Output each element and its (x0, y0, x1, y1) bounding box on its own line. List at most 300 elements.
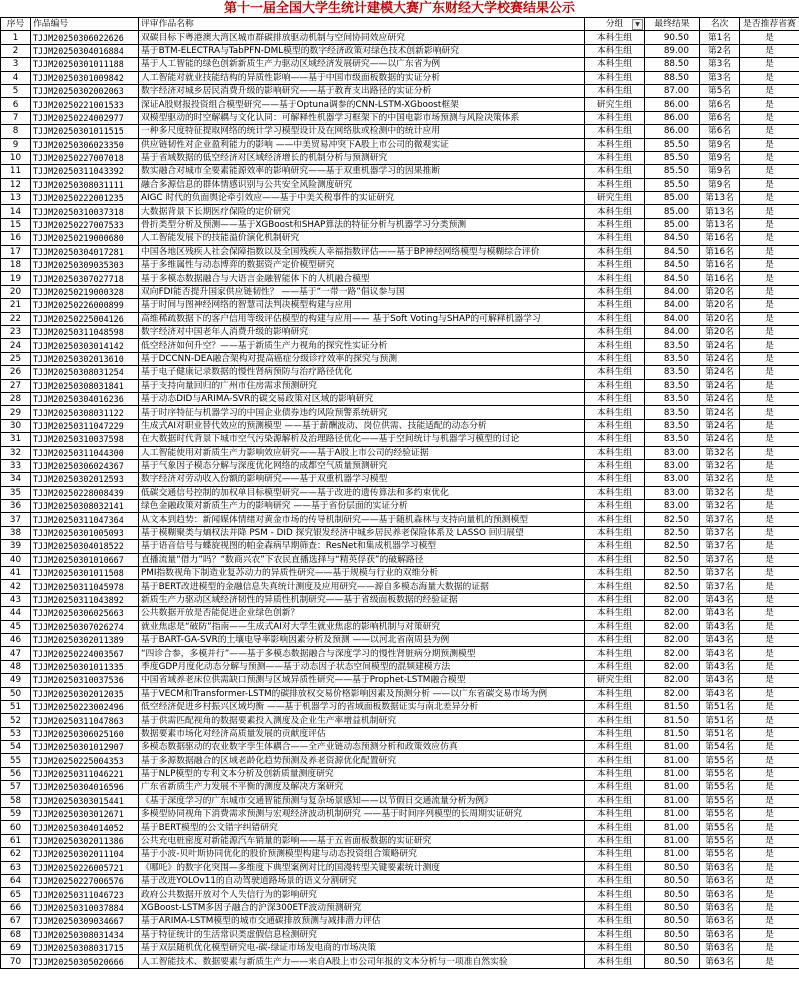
cell-group[interactable]: 本科生组 (585, 848, 645, 861)
cell-group[interactable]: 本科生组 (585, 808, 645, 821)
cell-seq[interactable]: 11 (1, 165, 31, 178)
cell-id[interactable]: TJJM20250307026274 (31, 620, 139, 633)
cell-id[interactable]: TJJM20250303012671 (31, 808, 139, 821)
cell-score[interactable]: 86.00 (645, 111, 700, 124)
table-row[interactable] (1, 767, 799, 780)
table-row[interactable] (1, 125, 799, 138)
table-row[interactable] (1, 366, 799, 379)
cell-id[interactable]: TJJM20250304017281 (31, 245, 139, 258)
cell-group[interactable]: 本科生组 (585, 245, 645, 258)
cell-seq[interactable]: 64 (1, 875, 31, 888)
cell-rank[interactable]: 第63名 (700, 915, 740, 928)
cell-title[interactable]: 基于电子健康记录数据的慢性肾病预防与治疗路径优化 (139, 366, 585, 379)
cell-recommend[interactable]: 是 (740, 741, 799, 754)
cell-rank[interactable]: 第63名 (700, 875, 740, 888)
cell-rank[interactable]: 第32名 (700, 446, 740, 459)
cell-group[interactable]: 本科生组 (585, 821, 645, 834)
cell-seq[interactable]: 46 (1, 633, 31, 646)
cell-recommend[interactable]: 是 (740, 151, 799, 164)
cell-recommend[interactable]: 是 (740, 821, 799, 834)
cell-id[interactable]: TJJM20250305020666 (31, 955, 139, 968)
cell-recommend[interactable]: 是 (740, 379, 799, 392)
cell-recommend[interactable]: 是 (740, 660, 799, 673)
cell-recommend[interactable]: 是 (740, 928, 799, 941)
cell-id[interactable]: TJJM20250306023350 (31, 138, 139, 151)
cell-recommend[interactable]: 是 (740, 700, 799, 713)
cell-seq[interactable]: 40 (1, 553, 31, 566)
cell-score[interactable]: 82.00 (645, 674, 700, 687)
table-row[interactable] (1, 620, 799, 633)
header-id[interactable]: 作品编号 (31, 18, 139, 31)
cell-id[interactable]: TJJM20250304016884 (31, 44, 139, 57)
cell-id[interactable]: TJJM20250301011335 (31, 660, 139, 673)
cell-id[interactable]: TJJM20250227007018 (31, 151, 139, 164)
cell-score[interactable]: 82.00 (645, 593, 700, 606)
cell-id[interactable]: TJJM20250308031434 (31, 928, 139, 941)
cell-score[interactable]: 83.50 (645, 392, 700, 405)
cell-id[interactable]: TJJM20250311045978 (31, 580, 139, 593)
table-row[interactable] (1, 459, 799, 472)
cell-score[interactable]: 81.00 (645, 767, 700, 780)
cell-group[interactable]: 本科生组 (585, 928, 645, 941)
cell-title[interactable]: 人工智能使用对新质生产力影响效应研究——基于A股上市公司的经验证据 (139, 446, 585, 459)
cell-recommend[interactable]: 是 (740, 941, 799, 954)
cell-title[interactable]: 供应链韧性对企业盈利能力的影响 ——中美贸易冲突下A股上市公司的微观实证 (139, 138, 585, 151)
cell-title[interactable]: 从文本到趋势：新闻媒体情绪对黄金市场的传导机制研究——基于随机森林与支持向量机的预测模型 (139, 513, 585, 526)
cell-seq[interactable]: 35 (1, 486, 31, 499)
cell-group[interactable]: 本科生组 (585, 714, 645, 727)
cell-rank[interactable]: 第43名 (700, 607, 740, 620)
cell-title[interactable]: 公共数据开放是否能促进企业绿色创新？ (139, 607, 585, 620)
cell-title[interactable]: 人工智能发展下的技能溢价演化机制研究 (139, 232, 585, 245)
cell-id[interactable]: TJJM20250311046723 (31, 888, 139, 901)
cell-title[interactable]: 在大数据时代背景下城市空气污染源解析及治理路径优化——基于空间统计与机器学习模型的讨论 (139, 433, 585, 446)
cell-group[interactable]: 本科生组 (585, 888, 645, 901)
cell-score[interactable]: 87.00 (645, 84, 700, 97)
cell-score[interactable]: 88.50 (645, 71, 700, 84)
cell-seq[interactable]: 7 (1, 111, 31, 124)
cell-id[interactable]: TJJM20250311044300 (31, 446, 139, 459)
cell-id[interactable]: TJJM20250302011389 (31, 633, 139, 646)
cell-score[interactable]: 81.50 (645, 714, 700, 727)
table-row[interactable] (1, 941, 799, 954)
cell-rank[interactable]: 第37名 (700, 513, 740, 526)
cell-seq[interactable]: 49 (1, 674, 31, 687)
cell-rank[interactable]: 第20名 (700, 312, 740, 325)
cell-title[interactable]: 骨折类型分析及预测——基于XGBoost和SHAP算法的特征分析与机器学习分类预测 (139, 218, 585, 231)
cell-score[interactable]: 82.00 (645, 647, 700, 660)
cell-seq[interactable]: 56 (1, 767, 31, 780)
cell-id[interactable]: TJJM20250227006576 (31, 875, 139, 888)
cell-score[interactable]: 81.00 (645, 821, 700, 834)
cell-title[interactable]: 基于省域数据的低空经济对区域经济增长的机制分析与预测研究 (139, 151, 585, 164)
cell-title[interactable]: 数字经济对城乡居民消费升级的影响研究——基于教育支出路径的实证分析 (139, 84, 585, 97)
cell-rank[interactable]: 第55名 (700, 794, 740, 807)
cell-recommend[interactable]: 是 (740, 580, 799, 593)
cell-id[interactable]: TJJM20250222001235 (31, 192, 139, 205)
cell-title[interactable]: 公共充电桩密度对新能源汽车销量的影响——基于五省面板数据的实证研究 (139, 834, 585, 847)
cell-seq[interactable]: 23 (1, 325, 31, 338)
cell-id[interactable]: TJJM20250225004353 (31, 754, 139, 767)
cell-rank[interactable]: 第54名 (700, 741, 740, 754)
table-row[interactable] (1, 955, 799, 968)
cell-score[interactable]: 88.50 (645, 58, 700, 71)
cell-group[interactable]: 本科生组 (585, 875, 645, 888)
cell-rank[interactable]: 第37名 (700, 526, 740, 539)
table-row[interactable] (1, 352, 799, 365)
cell-id[interactable]: TJJM20250311046221 (31, 767, 139, 780)
table-row[interactable] (1, 781, 799, 794)
cell-title[interactable]: 基于改进YOLOv11的自动驾驶道路场景的语义分割研究 (139, 875, 585, 888)
cell-id[interactable]: TJJM20250221001533 (31, 98, 139, 111)
cell-title[interactable]: 基于ARIMA-LSTM模型的城市交通碳排放预测与减排潜力评估 (139, 915, 585, 928)
cell-rank[interactable]: 第55名 (700, 821, 740, 834)
cell-title[interactable]: 人工智能对就业技能结构的异质性影响——基于中国市级面板数据的实证分析 (139, 71, 585, 84)
table-row[interactable] (1, 901, 799, 914)
cell-recommend[interactable]: 是 (740, 513, 799, 526)
cell-score[interactable]: 80.50 (645, 955, 700, 968)
cell-title[interactable]: 基于小波-贝叶斯协同优化的股价预测模型构建与动态投资组合策略研究 (139, 848, 585, 861)
cell-rank[interactable]: 第20名 (700, 325, 740, 338)
cell-group[interactable]: 本科生组 (585, 379, 645, 392)
cell-group[interactable]: 本科生组 (585, 500, 645, 513)
cell-recommend[interactable]: 是 (740, 205, 799, 218)
cell-score[interactable]: 83.00 (645, 473, 700, 486)
table-row[interactable] (1, 44, 799, 57)
cell-group[interactable]: 本科生组 (585, 232, 645, 245)
cell-title[interactable]: 数据要素市场化对经济高质量发展的贡献度评估 (139, 727, 585, 740)
cell-recommend[interactable]: 是 (740, 848, 799, 861)
cell-recommend[interactable]: 是 (740, 392, 799, 405)
cell-seq[interactable]: 13 (1, 192, 31, 205)
table-row[interactable] (1, 473, 799, 486)
table-row[interactable] (1, 794, 799, 807)
cell-score[interactable]: 84.00 (645, 312, 700, 325)
cell-group[interactable]: 本科生组 (585, 540, 645, 553)
table-row[interactable] (1, 861, 799, 874)
cell-group[interactable]: 本科生组 (585, 366, 645, 379)
table-row[interactable] (1, 540, 799, 553)
cell-score[interactable]: 82.50 (645, 540, 700, 553)
cell-title[interactable]: 高维稀疏数据下的客户信用等级评估模型的构建与应用—— 基于Soft Voting与SHAP的可解释机器学习 (139, 312, 585, 325)
cell-group[interactable]: 本科生组 (585, 915, 645, 928)
table-row[interactable] (1, 406, 799, 419)
cell-recommend[interactable]: 是 (740, 406, 799, 419)
cell-score[interactable]: 80.50 (645, 928, 700, 941)
cell-group[interactable]: 本科生组 (585, 218, 645, 231)
table-row[interactable] (1, 446, 799, 459)
cell-id[interactable]: TJJM20250219000680 (31, 232, 139, 245)
cell-score[interactable]: 84.00 (645, 299, 700, 312)
cell-id[interactable]: TJJM20250307027718 (31, 272, 139, 285)
table-row[interactable] (1, 392, 799, 405)
cell-title[interactable]: 基于BERT模型的公文错字纠错研究 (139, 821, 585, 834)
cell-recommend[interactable]: 是 (740, 767, 799, 780)
cell-id[interactable]: TJJM20250308031254 (31, 366, 139, 379)
cell-score[interactable]: 84.50 (645, 245, 700, 258)
cell-title[interactable]: 基于BART-GA-SVR的土壤电导率影响因素分析及预测 ——以河北省南周县为例 (139, 633, 585, 646)
cell-title[interactable]: 基于供需匹配视角的数据要素投入测度及企业生产率增益机制研究 (139, 714, 585, 727)
cell-score[interactable]: 83.00 (645, 446, 700, 459)
table-row[interactable] (1, 272, 799, 285)
cell-rank[interactable]: 第63名 (700, 955, 740, 968)
cell-title[interactable]: 《基于深度学习的广东城市交通智能预测与复杂场景感知——以节假日交通流量分析为例》 (139, 794, 585, 807)
cell-group[interactable]: 本科生组 (585, 580, 645, 593)
cell-group[interactable]: 本科生组 (585, 781, 645, 794)
cell-rank[interactable]: 第9名 (700, 138, 740, 151)
cell-id[interactable]: TJJM20250311048598 (31, 325, 139, 338)
cell-group[interactable]: 本科生组 (585, 901, 645, 914)
cell-seq[interactable]: 47 (1, 647, 31, 660)
cell-recommend[interactable]: 是 (740, 714, 799, 727)
cell-recommend[interactable]: 是 (740, 607, 799, 620)
cell-group[interactable]: 本科生组 (585, 567, 645, 580)
cell-id[interactable]: TJJM20250306025663 (31, 607, 139, 620)
cell-group[interactable]: 本科生组 (585, 125, 645, 138)
cell-rank[interactable]: 第24名 (700, 366, 740, 379)
cell-group[interactable]: 本科生组 (585, 687, 645, 700)
cell-group[interactable]: 本科生组 (585, 633, 645, 646)
cell-seq[interactable]: 70 (1, 955, 31, 968)
cell-title[interactable]: 《哪吒》的数字化突围—多维度下典型案例对比的国漫转型关键要素统计测度 (139, 861, 585, 874)
cell-id[interactable]: TJJM20250226000899 (31, 299, 139, 312)
cell-id[interactable]: TJJM20250219000328 (31, 285, 139, 298)
cell-rank[interactable]: 第55名 (700, 781, 740, 794)
cell-group[interactable]: 本科生组 (585, 660, 645, 673)
cell-rank[interactable]: 第2名 (700, 44, 740, 57)
cell-id[interactable]: TJJM20250302002063 (31, 84, 139, 97)
cell-recommend[interactable]: 是 (740, 486, 799, 499)
cell-title[interactable]: 多模态数据驱动的农业数字孪生体耦合——全产业链动态预测分析和政策效应仿真 (139, 741, 585, 754)
cell-recommend[interactable]: 是 (740, 526, 799, 539)
cell-group[interactable]: 本科生组 (585, 593, 645, 606)
cell-id[interactable]: TJJM20250304018522 (31, 540, 139, 553)
cell-title[interactable]: 基于多源数据融合的区域老龄化趋势预测及养老资源优化配置研究 (139, 754, 585, 767)
cell-rank[interactable]: 第55名 (700, 754, 740, 767)
header-recommend[interactable]: 是否推荐省赛 (740, 18, 799, 31)
cell-recommend[interactable]: 是 (740, 98, 799, 111)
cell-seq[interactable]: 39 (1, 540, 31, 553)
table-row[interactable] (1, 312, 799, 325)
cell-recommend[interactable]: 是 (740, 459, 799, 472)
table-row[interactable] (1, 486, 799, 499)
cell-group[interactable]: 本科生组 (585, 392, 645, 405)
cell-seq[interactable]: 43 (1, 593, 31, 606)
cell-title[interactable]: 一种多尺度特征提取网络的统计学习模型设计及在网络肽或检测中的统计应用 (139, 125, 585, 138)
cell-score[interactable]: 83.00 (645, 500, 700, 513)
cell-rank[interactable]: 第63名 (700, 861, 740, 874)
cell-recommend[interactable]: 是 (740, 781, 799, 794)
cell-id[interactable]: TJJM20250301009842 (31, 71, 139, 84)
cell-group[interactable]: 本科生组 (585, 406, 645, 419)
cell-group[interactable]: 本科生组 (585, 446, 645, 459)
table-row[interactable] (1, 808, 799, 821)
table-row[interactable] (1, 821, 799, 834)
cell-score[interactable]: 83.50 (645, 339, 700, 352)
cell-score[interactable]: 83.00 (645, 486, 700, 499)
cell-group[interactable]: 本科生组 (585, 312, 645, 325)
cell-score[interactable]: 84.50 (645, 272, 700, 285)
cell-title[interactable]: 低碳交通信号控制的加权单目标模型研究——基于改进的遗传算法和多约束优化 (139, 486, 585, 499)
cell-recommend[interactable]: 是 (740, 312, 799, 325)
cell-score[interactable]: 83.00 (645, 459, 700, 472)
cell-group[interactable]: 研究生组 (585, 674, 645, 687)
cell-group[interactable]: 本科生组 (585, 58, 645, 71)
cell-id[interactable]: TJJM20250311047229 (31, 419, 139, 432)
table-row[interactable] (1, 754, 799, 767)
cell-title[interactable]: 基于支持向量回归的广州市住房需求预测研究 (139, 379, 585, 392)
cell-id[interactable]: TJJM20250311043892 (31, 593, 139, 606)
table-row[interactable] (1, 526, 799, 539)
cell-title[interactable]: 绿色金融政策对新质生产力的影响研究 ——基于省份层面的实证分析 (139, 500, 585, 513)
cell-seq[interactable]: 48 (1, 660, 31, 673)
cell-id[interactable]: TJJM20250303015441 (31, 794, 139, 807)
cell-title[interactable]: 广东省新质生产力发展不平衡的测度及解决方案研究 (139, 781, 585, 794)
cell-rank[interactable]: 第20名 (700, 285, 740, 298)
cell-rank[interactable]: 第6名 (700, 98, 740, 111)
cell-group[interactable]: 本科生组 (585, 44, 645, 57)
cell-recommend[interactable]: 是 (740, 794, 799, 807)
cell-title[interactable]: 低空经济如何升空？——基于新质生产力视角的探究性实证分析 (139, 339, 585, 352)
cell-seq[interactable]: 28 (1, 392, 31, 405)
cell-seq[interactable]: 6 (1, 98, 31, 111)
cell-id[interactable]: TJJM20250308031841 (31, 379, 139, 392)
cell-score[interactable]: 85.50 (645, 151, 700, 164)
cell-id[interactable]: TJJM20250309034667 (31, 915, 139, 928)
cell-score[interactable]: 82.50 (645, 526, 700, 539)
cell-score[interactable]: 81.00 (645, 741, 700, 754)
cell-rank[interactable]: 第43名 (700, 674, 740, 687)
cell-title[interactable]: XGBoost-LSTM多因子融合的沪深300ETF波动预测研究 (139, 901, 585, 914)
cell-rank[interactable]: 第32名 (700, 459, 740, 472)
cell-id[interactable]: TJJM20250302012593 (31, 473, 139, 486)
table-row[interactable] (1, 379, 799, 392)
cell-rank[interactable]: 第37名 (700, 567, 740, 580)
cell-recommend[interactable]: 是 (740, 58, 799, 71)
cell-title[interactable]: 直播流量“借力”吗？“数商兴农”下农民直播选择与“精英俘获”的破解路径 (139, 553, 585, 566)
table-row[interactable] (1, 607, 799, 620)
cell-seq[interactable]: 54 (1, 741, 31, 754)
cell-group[interactable]: 本科生组 (585, 138, 645, 151)
cell-id[interactable]: TJJM20250302011104 (31, 848, 139, 861)
cell-rank[interactable]: 第3名 (700, 58, 740, 71)
cell-seq[interactable]: 26 (1, 366, 31, 379)
cell-title[interactable]: 基于气象因子模态分解与深度优化网络的成都空气质量预测研究 (139, 459, 585, 472)
table-row[interactable] (1, 647, 799, 660)
table-row[interactable] (1, 875, 799, 888)
table-row[interactable] (1, 928, 799, 941)
cell-rank[interactable]: 第9名 (700, 165, 740, 178)
cell-id[interactable]: TJJM20250301010667 (31, 553, 139, 566)
cell-id[interactable]: TJJM20250310037598 (31, 433, 139, 446)
cell-recommend[interactable]: 是 (740, 111, 799, 124)
cell-recommend[interactable]: 是 (740, 727, 799, 740)
cell-group[interactable]: 本科生组 (585, 165, 645, 178)
cell-seq[interactable]: 32 (1, 446, 31, 459)
cell-seq[interactable]: 4 (1, 71, 31, 84)
cell-recommend[interactable]: 是 (740, 901, 799, 914)
table-row[interactable] (1, 205, 799, 218)
cell-rank[interactable]: 第43名 (700, 660, 740, 673)
table-row[interactable] (1, 192, 799, 205)
cell-recommend[interactable]: 是 (740, 875, 799, 888)
cell-recommend[interactable]: 是 (740, 125, 799, 138)
cell-group[interactable]: 本科生组 (585, 473, 645, 486)
cell-title[interactable]: 基于双层随机优化模型研究电-碳-绿证市场发电商的市场决策 (139, 941, 585, 954)
cell-id[interactable]: TJJM20250308032141 (31, 500, 139, 513)
cell-recommend[interactable]: 是 (740, 553, 799, 566)
cell-score[interactable]: 90.50 (645, 31, 700, 44)
cell-rank[interactable]: 第13名 (700, 192, 740, 205)
cell-rank[interactable]: 第32名 (700, 500, 740, 513)
cell-recommend[interactable]: 是 (740, 433, 799, 446)
cell-rank[interactable]: 第55名 (700, 848, 740, 861)
table-row[interactable] (1, 513, 799, 526)
cell-score[interactable]: 83.50 (645, 406, 700, 419)
cell-seq[interactable]: 5 (1, 84, 31, 97)
cell-title[interactable]: 基于BTM-ELECTRA与TabPFN-DML模型的数字经济政策对绿色技术创新影响研究 (139, 44, 585, 57)
cell-recommend[interactable]: 是 (740, 955, 799, 968)
cell-recommend[interactable]: 是 (740, 687, 799, 700)
cell-recommend[interactable]: 是 (740, 352, 799, 365)
cell-id[interactable]: TJJM20250308031715 (31, 941, 139, 954)
cell-rank[interactable]: 第3名 (700, 71, 740, 84)
cell-seq[interactable]: 68 (1, 928, 31, 941)
table-row[interactable] (1, 660, 799, 673)
cell-score[interactable]: 86.00 (645, 125, 700, 138)
cell-rank[interactable]: 第20名 (700, 299, 740, 312)
cell-seq[interactable]: 24 (1, 339, 31, 352)
cell-rank[interactable]: 第55名 (700, 834, 740, 847)
cell-title[interactable]: 基于BERT改进模型的金融信息失真统计测度及应用研究——源自多模态海量大数据的证据 (139, 580, 585, 593)
cell-title[interactable]: 基于模糊聚类与熵权法并降 PSM - DID 探究银发经济中城乡居民养老保险体系及 LASSO 回归展望 (139, 526, 585, 539)
table-row[interactable] (1, 285, 799, 298)
cell-rank[interactable]: 第24名 (700, 339, 740, 352)
cell-seq[interactable]: 19 (1, 272, 31, 285)
cell-score[interactable]: 82.50 (645, 513, 700, 526)
table-row[interactable] (1, 714, 799, 727)
cell-score[interactable]: 85.50 (645, 178, 700, 191)
cell-seq[interactable]: 52 (1, 714, 31, 727)
cell-title[interactable]: 季度GDP月度化动态分解与预测——基于动态因子状态空间模型的混频建模方法 (139, 660, 585, 673)
cell-recommend[interactable]: 是 (740, 259, 799, 272)
table-row[interactable] (1, 178, 799, 191)
cell-rank[interactable]: 第43名 (700, 593, 740, 606)
cell-score[interactable]: 80.50 (645, 875, 700, 888)
cell-group[interactable]: 本科生组 (585, 955, 645, 968)
cell-title[interactable]: 低空经济促进乡村振兴区域均衡 ——基于机器学习的省域面板数据证实与南北差异分析 (139, 700, 585, 713)
cell-rank[interactable]: 第55名 (700, 767, 740, 780)
cell-seq[interactable]: 14 (1, 205, 31, 218)
cell-group[interactable]: 本科生组 (585, 272, 645, 285)
cell-id[interactable]: TJJM20250302012035 (31, 687, 139, 700)
table-row[interactable] (1, 593, 799, 606)
cell-seq[interactable]: 67 (1, 915, 31, 928)
cell-recommend[interactable]: 是 (740, 888, 799, 901)
cell-id[interactable]: TJJM20250309035303 (31, 259, 139, 272)
cell-score[interactable]: 83.50 (645, 379, 700, 392)
cell-recommend[interactable]: 是 (740, 446, 799, 459)
cell-group[interactable]: 本科生组 (585, 352, 645, 365)
cell-rank[interactable]: 第63名 (700, 901, 740, 914)
cell-group[interactable]: 本科生组 (585, 205, 645, 218)
cell-group[interactable]: 本科生组 (585, 941, 645, 954)
table-row[interactable] (1, 165, 799, 178)
cell-group[interactable]: 本科生组 (585, 486, 645, 499)
cell-score[interactable]: 84.00 (645, 325, 700, 338)
cell-seq[interactable]: 55 (1, 754, 31, 767)
cell-title[interactable]: 大数据背景下长期医疗保险的定价研究 (139, 205, 585, 218)
